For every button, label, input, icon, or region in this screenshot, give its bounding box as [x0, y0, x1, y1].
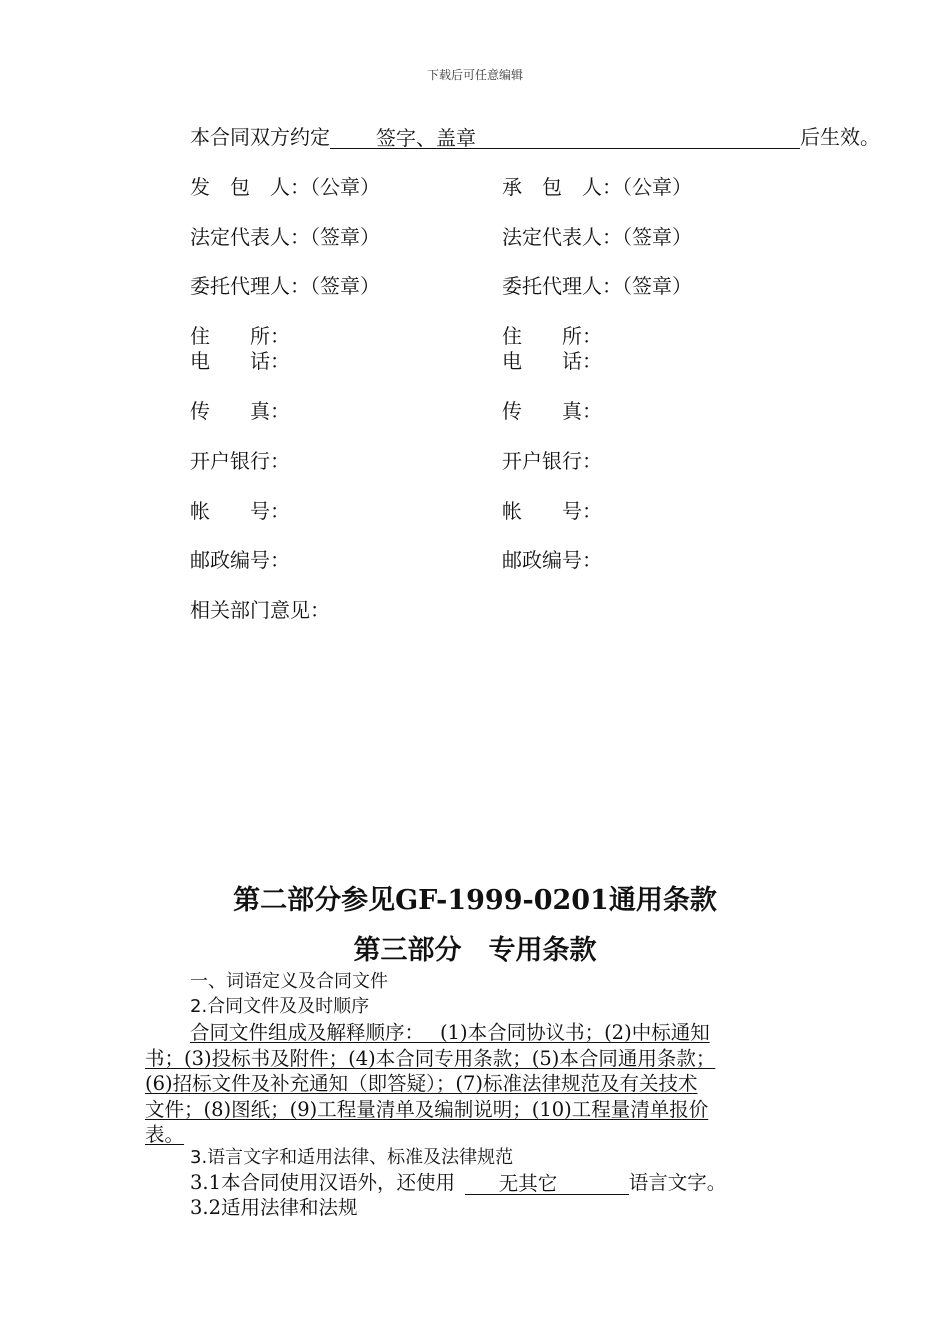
- clause-3-2: 3.2适用法律和法规: [190, 1196, 358, 1219]
- employer-phone: 电 话：: [190, 349, 290, 373]
- contractor-bank: 开户银行：: [502, 449, 602, 473]
- effective-prefix: 本合同双方约定: [190, 125, 330, 149]
- employer-fax: 传 真：: [190, 399, 290, 423]
- part2-title: 第二部分参见GF-1999-0201通用条款: [233, 885, 717, 916]
- effective-fill: [330, 126, 800, 149]
- employer-account: 帐 号：: [190, 499, 290, 523]
- contractor-legal-rep: 法定代表人：（签章）: [502, 225, 692, 249]
- employer-postcode: 邮政编号：: [190, 548, 290, 572]
- order-text-line-3: (6)招标文件及补充通知（即答疑）；(7)标准法律规范及有关技术: [145, 1072, 698, 1095]
- contractor-account: 帐 号：: [502, 499, 602, 523]
- department-opinion: 相关部门意见：: [190, 598, 330, 622]
- part3-title: 第三部分 专用条款: [353, 935, 597, 966]
- order-text-line-4: 文件；(8)图纸；(9)工程量清单及编制说明；(10)工程量清单报价: [145, 1098, 709, 1121]
- contractor-fax: 传 真：: [502, 399, 602, 423]
- employer-bank: 开户银行：: [190, 449, 290, 473]
- employer-agent: 委托代理人：（签章）: [190, 274, 380, 298]
- contractor-label: 承 包 人：（公章）: [502, 175, 692, 199]
- clause-3-1-prefix: 3.1本合同使用汉语外，还使用: [190, 1171, 456, 1194]
- contractor-phone: 电 话：: [502, 349, 602, 373]
- page-header-note: 下载后可任意编辑: [426, 68, 523, 82]
- contractor-postcode: 邮政编号：: [502, 548, 602, 572]
- effective-value: 签字、盖章: [376, 126, 476, 150]
- section-1-2-heading: 2.合同文件及及时顺序: [190, 996, 370, 1017]
- contractor-address: 住 所：: [502, 324, 602, 348]
- employer-legal-rep: 法定代表人：（签章）: [190, 225, 380, 249]
- clause-3-1-fill: [465, 1172, 629, 1195]
- order-text-line-5: 表。: [145, 1123, 185, 1146]
- order-text-line-1: 合同文件组成及解释顺序： (1)本合同协议书；(2)中标通知: [190, 1021, 710, 1044]
- clause-3-1-value: 无其它: [498, 1172, 558, 1195]
- section-3-heading: 3.语言文字和适用法律、标准及法律规范: [190, 1147, 514, 1168]
- clause-3-1: [190, 1171, 726, 1195]
- effective-clause: [190, 125, 880, 149]
- clause-3-1-suffix: 语言文字。: [628, 1171, 727, 1194]
- employer-label: 发 包 人：（公章）: [190, 175, 380, 199]
- order-text-line-2: 书；(3)投标书及附件；(4)本合同专用条款；(5)本合同通用条款；: [145, 1047, 716, 1070]
- effective-suffix: 后生效。: [800, 125, 880, 149]
- contractor-agent: 委托代理人：（签章）: [502, 274, 692, 298]
- employer-address: 住 所：: [190, 324, 290, 348]
- section-1-heading: 一、词语定义及合同文件: [190, 971, 388, 992]
